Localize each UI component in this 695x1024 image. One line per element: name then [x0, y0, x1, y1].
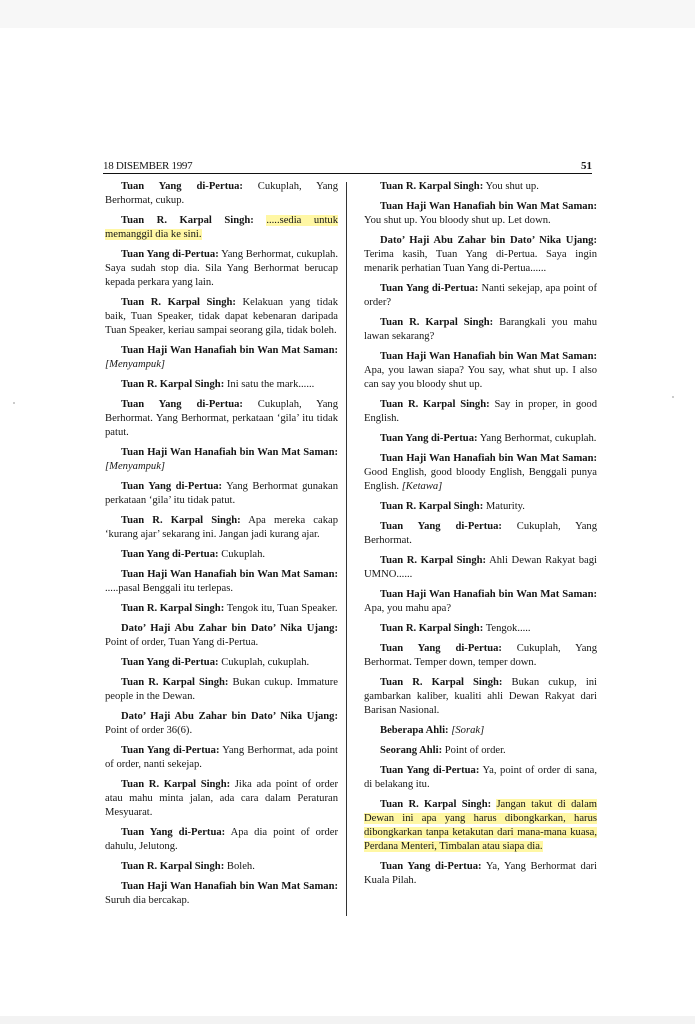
- transcript-paragraph: [105, 214, 338, 242]
- transcript-paragraph: [364, 452, 597, 494]
- speech-text: Tengok itu, Tuan Speaker.: [226, 603, 338, 614]
- transcript-paragraph: [364, 316, 597, 344]
- speech-text: Yang Berhormat, cukuplah.: [479, 433, 597, 444]
- header-date: 18 DISEMBER 1997: [103, 160, 193, 172]
- speaker-name: Tuan R. Karpal Singh:: [380, 399, 490, 410]
- transcript-paragraph: [105, 602, 338, 616]
- speech-text: Ini satu the mark......: [226, 379, 315, 390]
- speaker-name: Tuan R. Karpal Singh:: [121, 379, 225, 390]
- speaker-name: Tuan Yang di-Pertua:: [121, 249, 219, 260]
- page-header: [103, 160, 592, 174]
- speech-text: You shut up. You bloody shut up. Let down.: [364, 215, 551, 226]
- speaker-name: Tuan R. Karpal Singh:: [380, 501, 484, 512]
- speech-text: Ya, point of order di sana, di belakang itu.: [364, 765, 597, 790]
- left-column: [105, 180, 338, 914]
- speaker-name: Tuan Yang di-Pertua:: [380, 433, 478, 444]
- transcript-paragraph: [105, 710, 338, 738]
- speech-text: Point of order.: [444, 745, 506, 756]
- stage-direction: [Ketawa]: [401, 481, 443, 492]
- transcript-paragraph: [364, 744, 597, 758]
- speech-text: Tengok.....: [485, 623, 531, 634]
- right-column: [364, 180, 597, 894]
- transcript-paragraph: [105, 656, 338, 670]
- speaker-name: Seorang Ahli:: [380, 745, 443, 756]
- transcript-paragraph: [364, 234, 597, 276]
- transcript-paragraph: [105, 180, 338, 208]
- speech-text: Good English, good bloody English, Benggali punya English.: [364, 467, 597, 492]
- transcript-paragraph: [364, 432, 597, 446]
- speech-text: Yang Berhormat gunakan perkataan ‘gila’ itu tidak patut.: [105, 481, 338, 506]
- header-rule: [103, 173, 592, 174]
- speaker-name: Tuan Yang di-Pertua:: [121, 745, 220, 756]
- speaker-name: Dato’ Haji Abu Zahar bin Dato’ Nika Ujang:: [380, 235, 597, 246]
- speech-text: Cukuplah, Yang Berhormat. Temper down, temper down.: [364, 643, 597, 668]
- speech-text: .....pasal Benggali itu terlepas.: [105, 583, 233, 594]
- transcript-paragraph: [105, 446, 338, 474]
- speech-text: Yang Berhormat, cukuplah. Saya sudah stop dia. Sila Yang Berhormat berucap kepada perkara yang lain.: [105, 249, 338, 288]
- transcript-paragraph: [105, 296, 338, 338]
- speech-text: Cukuplah, cukuplah.: [221, 657, 310, 668]
- transcript-paragraph: [364, 554, 597, 582]
- speech-text: Barangkali you mahu lawan sekarang?: [364, 317, 597, 342]
- speaker-name: Tuan R. Karpal Singh:: [121, 297, 236, 308]
- speaker-name: Tuan R. Karpal Singh:: [121, 677, 229, 688]
- speaker-name: Tuan Yang di-Pertua:: [380, 765, 480, 776]
- speech-text: Suruh dia bercakap.: [105, 895, 190, 906]
- speaker-name: Dato’ Haji Abu Zahar bin Dato’ Nika Ujang:: [121, 711, 338, 722]
- speech-text: Apa mereka cakap ‘kurang ajar’ sekarang ini. Jangan jadi kurang ajar.: [105, 515, 338, 540]
- transcript-paragraph: [105, 344, 338, 372]
- speech-text: Cukuplah.: [221, 549, 266, 560]
- speaker-name: Tuan R. Karpal Singh:: [380, 677, 503, 688]
- speaker-name: Tuan R. Karpal Singh:: [121, 779, 231, 790]
- transcript-paragraph: [364, 642, 597, 670]
- speaker-name: Tuan Yang di-Pertua:: [121, 549, 219, 560]
- transcript-paragraph: [105, 880, 338, 908]
- speaker-name: Tuan R. Karpal Singh:: [121, 603, 225, 614]
- speaker-name: Tuan Yang di-Pertua:: [380, 861, 482, 872]
- transcript-paragraph: [364, 724, 597, 738]
- transcript-paragraph: [364, 500, 597, 514]
- speaker-name: Tuan Haji Wan Hanafiah bin Wan Mat Saman:: [380, 201, 597, 212]
- transcript-paragraph: [105, 826, 338, 854]
- speaker-name: Tuan Yang di-Pertua:: [380, 283, 479, 294]
- speech-text: Jika ada point of order atau mahu minta jalan, ada cara dalam Peraturan Mesyuarat.: [105, 779, 338, 818]
- speech-text: [Menyampuk]: [105, 461, 166, 472]
- speaker-name: Tuan Yang di-Pertua:: [380, 521, 502, 532]
- scan-bottom-border: [0, 1016, 695, 1024]
- speaker-name: Tuan R. Karpal Singh:: [380, 623, 484, 634]
- speech-text: You shut up.: [485, 181, 539, 192]
- speaker-name: Tuan R. Karpal Singh:: [380, 799, 492, 810]
- speech-text: Bukan cukup. Immature people in the Dewan.: [105, 677, 338, 702]
- speech-text: Cukuplah, Yang Berhormat, cukup.: [105, 181, 338, 206]
- transcript-paragraph: [105, 676, 338, 704]
- transcript-paragraph: [105, 548, 338, 562]
- transcript-paragraph: [105, 778, 338, 820]
- transcript-paragraph: [364, 282, 597, 310]
- speaker-name: Tuan R. Karpal Singh:: [380, 181, 484, 192]
- transcript-paragraph: [364, 200, 597, 228]
- speech-text: Jangan takut di dalam Dewan ini apa yang harus dibongkarkan, harus dibongkarkan tanpa ketakutan dari mana-mana kuasa, Perdana Menteri, Timbalan atau siapa dia.: [364, 799, 598, 852]
- speaker-name: Tuan Haji Wan Hanafiah bin Wan Mat Saman:: [380, 589, 597, 600]
- speech-text: Maturity.: [485, 501, 525, 512]
- transcript-paragraph: [364, 764, 597, 792]
- speaker-name: Tuan R. Karpal Singh:: [121, 215, 254, 226]
- speech-text: Yang Berhormat, ada point of order, nanti sekejap.: [105, 745, 338, 770]
- speaker-name: Tuan Haji Wan Hanafiah bin Wan Mat Saman:: [380, 453, 597, 464]
- speech-text: Cukuplah, Yang Berhormat. Yang Berhormat, perkataan ‘gila’ itu tidak patut.: [105, 399, 338, 438]
- speech-text: Say in proper, in good English.: [364, 399, 598, 424]
- transcript-paragraph: [105, 480, 338, 508]
- page-number: 51: [581, 160, 592, 172]
- scan-top-border: [0, 0, 695, 28]
- transcript-paragraph: [105, 514, 338, 542]
- speaker-name: Tuan Yang di-Pertua:: [380, 643, 502, 654]
- speech-text: Point of order, Tuan Yang di-Pertua.: [105, 637, 259, 648]
- transcript-paragraph: [364, 860, 597, 888]
- speech-text: Boleh.: [226, 861, 255, 872]
- speech-text: Kelakuan yang tidak baik, Tuan Speaker, tidak dapat kebenaran daripada Tuan Speaker, keriau sampai seorang gila, tidak boleh.: [105, 297, 338, 336]
- speech-text: [Menyampuk]: [105, 359, 166, 370]
- transcript-paragraph: [364, 180, 597, 194]
- speech-text: Apa, you lawan siapa? You say, what shut up. I also can say you bloody shut up.: [364, 365, 597, 390]
- speaker-name: Tuan Haji Wan Hanafiah bin Wan Mat Saman:: [121, 447, 338, 458]
- transcript-paragraph: [364, 588, 597, 616]
- speech-text: Terima kasih, Tuan Yang di-Pertua. Saya ingin menarik perhatian Tuan Yang di-Pertua......: [364, 249, 597, 274]
- speaker-name: Tuan Yang di-Pertua:: [121, 827, 226, 838]
- speech-text: Apa, you mahu apa?: [364, 603, 452, 614]
- speech-text: Ya, Yang Berhormat dari Kuala Pilah.: [364, 861, 597, 886]
- transcript-paragraph: [364, 798, 597, 854]
- transcript-paragraph: [105, 378, 338, 392]
- speaker-name: Tuan Yang di-Pertua:: [121, 481, 223, 492]
- speech-text: [Sorak]: [451, 725, 485, 736]
- column-divider: [346, 182, 347, 916]
- speaker-name: Tuan Haji Wan Hanafiah bin Wan Mat Saman:: [380, 351, 597, 362]
- speaker-name: Tuan R. Karpal Singh:: [380, 317, 494, 328]
- transcript-paragraph: [105, 568, 338, 596]
- speaker-name: Tuan Haji Wan Hanafiah bin Wan Mat Saman:: [121, 881, 338, 892]
- speech-text: Point of order 36(6).: [105, 725, 193, 736]
- speech-text: Ahli Dewan Rakyat bagi UMNO......: [364, 555, 597, 580]
- speaker-name: Tuan R. Karpal Singh:: [380, 555, 487, 566]
- transcript-paragraph: [364, 676, 597, 718]
- speech-text: Bukan cukup, ini gambarkan kaliber, kualiti ahli Dewan Rakyat dari Barisan Nasional.: [364, 677, 597, 716]
- speech-text: Nanti sekejap, apa point of order?: [364, 283, 597, 308]
- transcript-paragraph: [105, 622, 338, 650]
- transcript-paragraph: [364, 398, 597, 426]
- transcript-paragraph: [105, 860, 338, 874]
- transcript-paragraph: [105, 398, 338, 440]
- scan-speck: [672, 396, 674, 398]
- speech-text: .....sedia untuk memanggil dia ke sini.: [105, 215, 338, 240]
- scan-speck: [13, 402, 15, 404]
- transcript-paragraph: [105, 248, 338, 290]
- speaker-name: Beberapa Ahli:: [380, 725, 449, 736]
- speech-text: Cukuplah, Yang Berhormat.: [364, 521, 597, 546]
- speaker-name: Dato’ Haji Abu Zahar bin Dato’ Nika Ujang:: [121, 623, 338, 634]
- speaker-name: Tuan Yang di-Pertua:: [121, 399, 243, 410]
- transcript-paragraph: [105, 744, 338, 772]
- speaker-name: Tuan R. Karpal Singh:: [121, 515, 241, 526]
- transcript-paragraph: [364, 520, 597, 548]
- speaker-name: Tuan Yang di-Pertua:: [121, 181, 243, 192]
- transcript-paragraph: [364, 350, 597, 392]
- speaker-name: Tuan Haji Wan Hanafiah bin Wan Mat Saman:: [121, 345, 338, 356]
- speech-text: Apa dia point of order dahulu, Jelutong.: [105, 827, 338, 852]
- transcript-paragraph: [364, 622, 597, 636]
- speaker-name: Tuan R. Karpal Singh:: [121, 861, 225, 872]
- speaker-name: Tuan Haji Wan Hanafiah bin Wan Mat Saman:: [121, 569, 338, 580]
- speaker-name: Tuan Yang di-Pertua:: [121, 657, 219, 668]
